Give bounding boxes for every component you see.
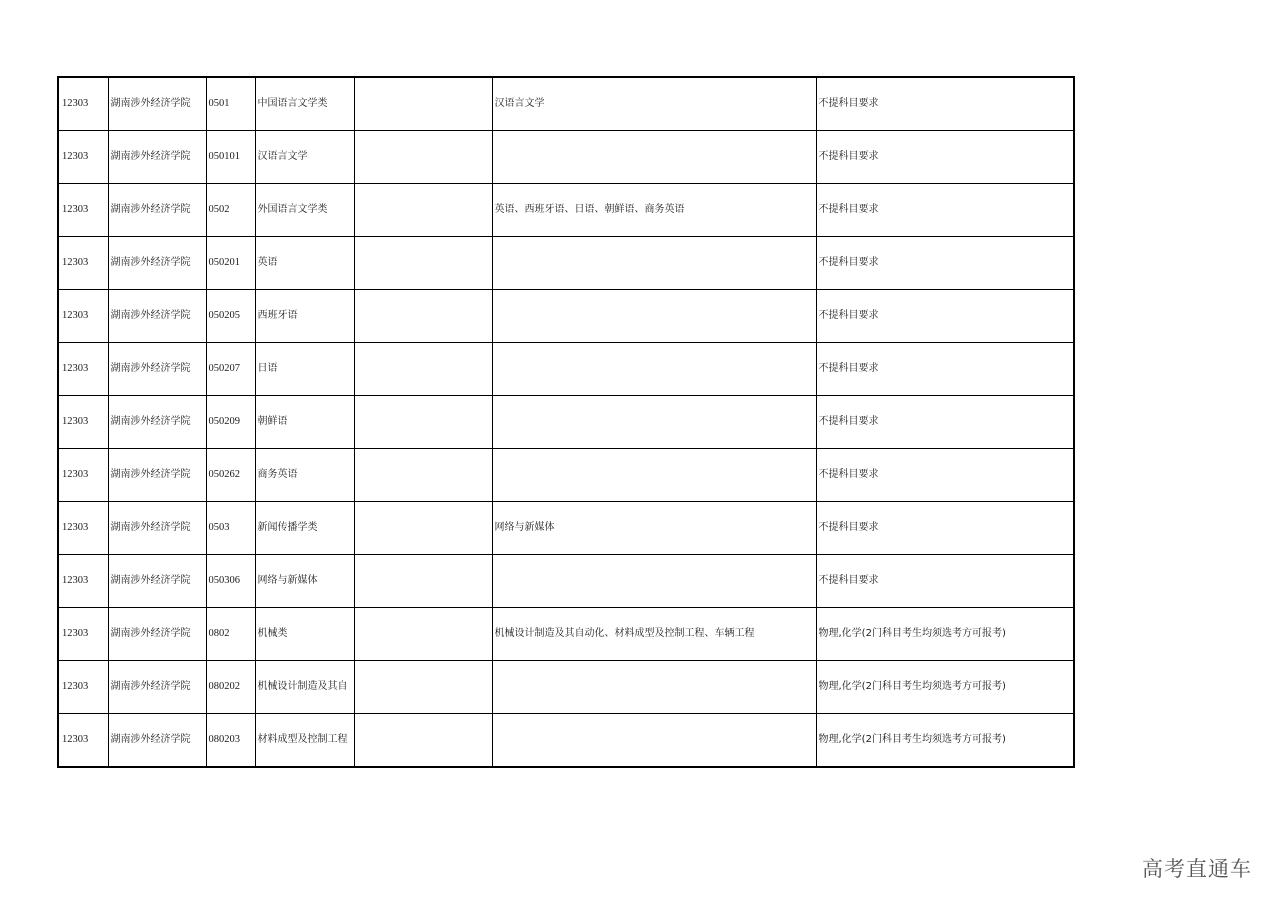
cell-major-code: 0502 (206, 184, 255, 237)
cell-major-code: 050306 (206, 555, 255, 608)
cell-major-code: 0501 (206, 77, 255, 131)
cell-school-name: 湖南涉外经济学院 (108, 237, 206, 290)
cell-school-code: 12303 (58, 502, 108, 555)
cell-school-name: 湖南涉外经济学院 (108, 184, 206, 237)
cell-blank (354, 290, 492, 343)
cell-major-name: 外国语言文学类 (255, 184, 354, 237)
cell-school-name: 湖南涉外经济学院 (108, 714, 206, 768)
cell-school-code: 12303 (58, 608, 108, 661)
cell-school-name: 湖南涉外经济学院 (108, 290, 206, 343)
cell-major-code: 050101 (206, 131, 255, 184)
cell-subject-requirement: 物理,化学(2门科目考生均须选考方可报考) (816, 714, 1074, 768)
cell-included-majors: 英语、西班牙语、日语、朝鲜语、商务英语 (492, 184, 816, 237)
cell-school-code: 12303 (58, 714, 108, 768)
cell-included-majors (492, 661, 816, 714)
cell-major-name: 材料成型及控制工程 (255, 714, 354, 768)
cell-school-name: 湖南涉外经济学院 (108, 608, 206, 661)
cell-blank (354, 184, 492, 237)
cell-included-majors: 网络与新媒体 (492, 502, 816, 555)
table-row (58, 184, 1074, 237)
cell-school-code: 12303 (58, 555, 108, 608)
cell-blank (354, 608, 492, 661)
cell-subject-requirement: 不提科目要求 (816, 77, 1074, 131)
cell-school-name: 湖南涉外经济学院 (108, 343, 206, 396)
cell-major-name: 商务英语 (255, 449, 354, 502)
cell-school-name: 湖南涉外经济学院 (108, 77, 206, 131)
cell-school-code: 12303 (58, 77, 108, 131)
watermark: 高考直通车 (1142, 857, 1252, 881)
cell-major-code: 080203 (206, 714, 255, 768)
cell-school-code: 12303 (58, 184, 108, 237)
cell-subject-requirement: 不提科目要求 (816, 396, 1074, 449)
cell-included-majors (492, 237, 816, 290)
cell-subject-requirement: 不提科目要求 (816, 502, 1074, 555)
cell-school-name: 湖南涉外经济学院 (108, 396, 206, 449)
table-body (58, 77, 1074, 767)
cell-school-code: 12303 (58, 131, 108, 184)
cell-school-code: 12303 (58, 396, 108, 449)
cell-school-name: 湖南涉外经济学院 (108, 449, 206, 502)
cell-blank (354, 555, 492, 608)
cell-major-name: 网络与新媒体 (255, 555, 354, 608)
table-row (58, 608, 1074, 661)
major-requirements-table (57, 76, 1075, 768)
cell-blank (354, 396, 492, 449)
cell-included-majors (492, 343, 816, 396)
cell-major-name: 机械类 (255, 608, 354, 661)
cell-major-code: 0503 (206, 502, 255, 555)
cell-blank (354, 502, 492, 555)
cell-blank (354, 131, 492, 184)
cell-school-code: 12303 (58, 290, 108, 343)
cell-blank (354, 77, 492, 131)
cell-major-code: 080202 (206, 661, 255, 714)
cell-major-code: 050209 (206, 396, 255, 449)
table-row (58, 714, 1074, 768)
cell-blank (354, 714, 492, 768)
cell-included-majors (492, 396, 816, 449)
table-row (58, 131, 1074, 184)
cell-school-code: 12303 (58, 661, 108, 714)
cell-major-code: 050207 (206, 343, 255, 396)
table-row (58, 77, 1074, 131)
table-row (58, 237, 1074, 290)
cell-included-majors (492, 131, 816, 184)
table-row (58, 661, 1074, 714)
cell-major-name: 机械设计制造及其自 (255, 661, 354, 714)
table-row (58, 343, 1074, 396)
cell-school-code: 12303 (58, 449, 108, 502)
cell-subject-requirement: 不提科目要求 (816, 290, 1074, 343)
cell-included-majors (492, 449, 816, 502)
cell-included-majors: 汉语言文学 (492, 77, 816, 131)
cell-subject-requirement: 不提科目要求 (816, 131, 1074, 184)
cell-blank (354, 449, 492, 502)
cell-major-code: 050262 (206, 449, 255, 502)
cell-major-name: 朝鲜语 (255, 396, 354, 449)
table-row (58, 396, 1074, 449)
table-row (58, 290, 1074, 343)
cell-major-code: 050201 (206, 237, 255, 290)
cell-subject-requirement: 不提科目要求 (816, 184, 1074, 237)
cell-school-name: 湖南涉外经济学院 (108, 661, 206, 714)
cell-blank (354, 343, 492, 396)
cell-subject-requirement: 物理,化学(2门科目考生均须选考方可报考) (816, 608, 1074, 661)
cell-major-name: 中国语言文学类 (255, 77, 354, 131)
cell-subject-requirement: 物理,化学(2门科目考生均须选考方可报考) (816, 661, 1074, 714)
cell-subject-requirement: 不提科目要求 (816, 343, 1074, 396)
cell-subject-requirement: 不提科目要求 (816, 237, 1074, 290)
cell-major-name: 新闻传播学类 (255, 502, 354, 555)
cell-major-name: 英语 (255, 237, 354, 290)
cell-school-name: 湖南涉外经济学院 (108, 131, 206, 184)
cell-blank (354, 237, 492, 290)
cell-school-name: 湖南涉外经济学院 (108, 555, 206, 608)
cell-included-majors (492, 714, 816, 768)
cell-included-majors: 机械设计制造及其自动化、材料成型及控制工程、车辆工程 (492, 608, 816, 661)
cell-subject-requirement: 不提科目要求 (816, 449, 1074, 502)
cell-blank (354, 661, 492, 714)
cell-major-name: 汉语言文学 (255, 131, 354, 184)
cell-major-code: 0802 (206, 608, 255, 661)
table-row (58, 555, 1074, 608)
table-row (58, 502, 1074, 555)
cell-included-majors (492, 555, 816, 608)
cell-school-code: 12303 (58, 237, 108, 290)
cell-major-code: 050205 (206, 290, 255, 343)
table-row (58, 449, 1074, 502)
cell-school-name: 湖南涉外经济学院 (108, 502, 206, 555)
cell-major-name: 西班牙语 (255, 290, 354, 343)
cell-subject-requirement: 不提科目要求 (816, 555, 1074, 608)
cell-major-name: 日语 (255, 343, 354, 396)
cell-school-code: 12303 (58, 343, 108, 396)
cell-included-majors (492, 290, 816, 343)
